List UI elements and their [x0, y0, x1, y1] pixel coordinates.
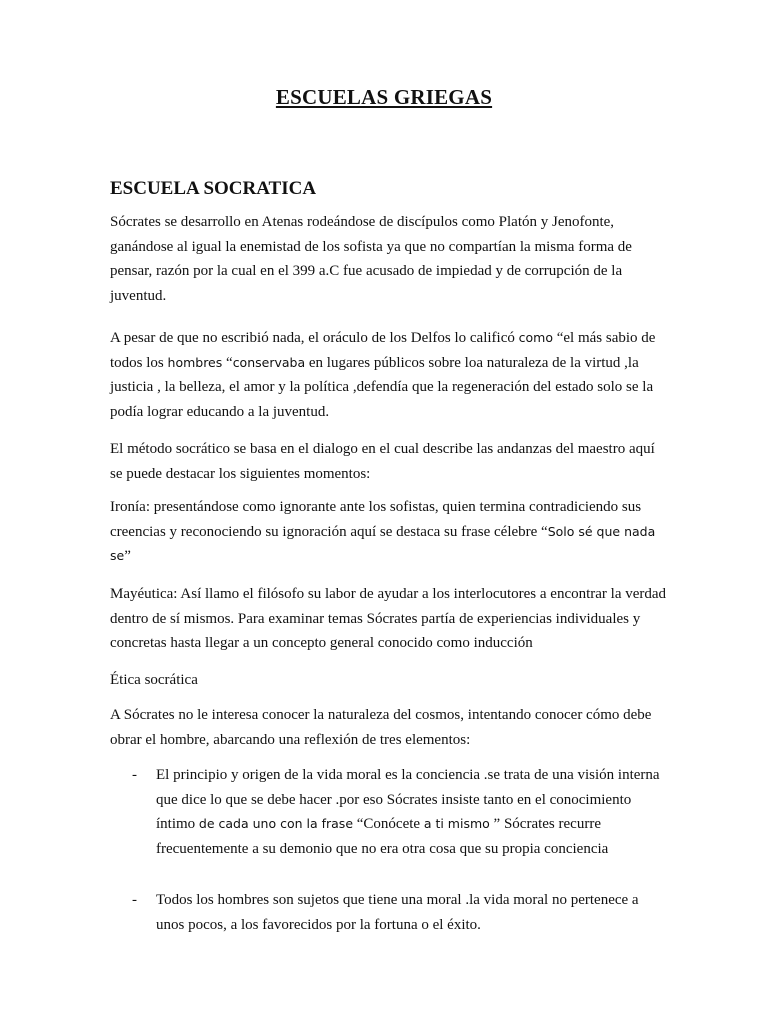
paragraph-3: El método socrático se basa en el dialogo en el cual describe las andanzas del maestro aquí se puede destacar los siguientes momentos:	[110, 441, 655, 482]
document-title: ESCUELAS GRIEGAS	[275, 85, 493, 109]
bullet-item-1	[110, 763, 670, 888]
bullet-text-2: Todos los hombres son sujetos que tiene una moral .la vida moral no pertenece a unos pocos, a los favorecidos por la fortuna o el éxito.	[156, 892, 639, 933]
bullet-item-2	[110, 888, 670, 938]
bullet-marker: -	[132, 767, 137, 783]
paragraph-6: Ética socrática	[110, 672, 198, 688]
paragraph-1: Sócrates se desarrollo en Atenas rodeándose de discípulos como Platón y Jenofonte, ganándose al igual la enemistad de los sofista ya que no compartían la misma forma de pensar, razón por la cual en el 399 a.C fue acusado de impiedad y de corrupción de la juventud.	[110, 214, 632, 304]
paragraph-2: A pesar de que no escribió nada, el oráculo de los Delfos lo calificó como “el más sabio de todos los hombres “conservaba en lugares públicos sobre loa naturaleza de la virtud ,la justicia , la belleza, el amor y la política ,defendía que la regeneración del estado solo se la podía lograr educando a la juventud.	[110, 330, 656, 420]
paragraph-5: Mayéutica: Así llamo el filósofo su labor de ayudar a los interlocutores a encontrar la verdad dentro de sí mismos. Para examinar temas Sócrates partía de experiencias individuales y concretas hasta llegar a un concepto general conocido como inducción	[110, 586, 667, 652]
section-heading: ESCUELA SOCRATICA	[110, 178, 317, 199]
bullet-marker: -	[132, 892, 137, 908]
paragraph-4: Ironía: presentándose como ignorante ante los sofistas, quien termina contradiciendo sus creencias y reconociendo su ignoración aquí se destaca su frase célebre “Solo sé que nada se”	[110, 499, 656, 565]
paragraph-7: A Sócrates no le interesa conocer la naturaleza del cosmos, intentando conocer cómo debe obrar el hombre, abarcando una reflexión de tres elementos:	[110, 707, 652, 748]
bullet-text-1: El principio y origen de la vida moral es la conciencia .se trata de una visión interna que dice lo que se debe hacer .por eso Sócrates insiste tanto en el conocimiento íntimo de cada uno con la frase “Conócete a ti mismo ” Sócrates recurre frecuentemente a su demonio que no era otra cosa que su propia conciencia	[156, 767, 660, 857]
